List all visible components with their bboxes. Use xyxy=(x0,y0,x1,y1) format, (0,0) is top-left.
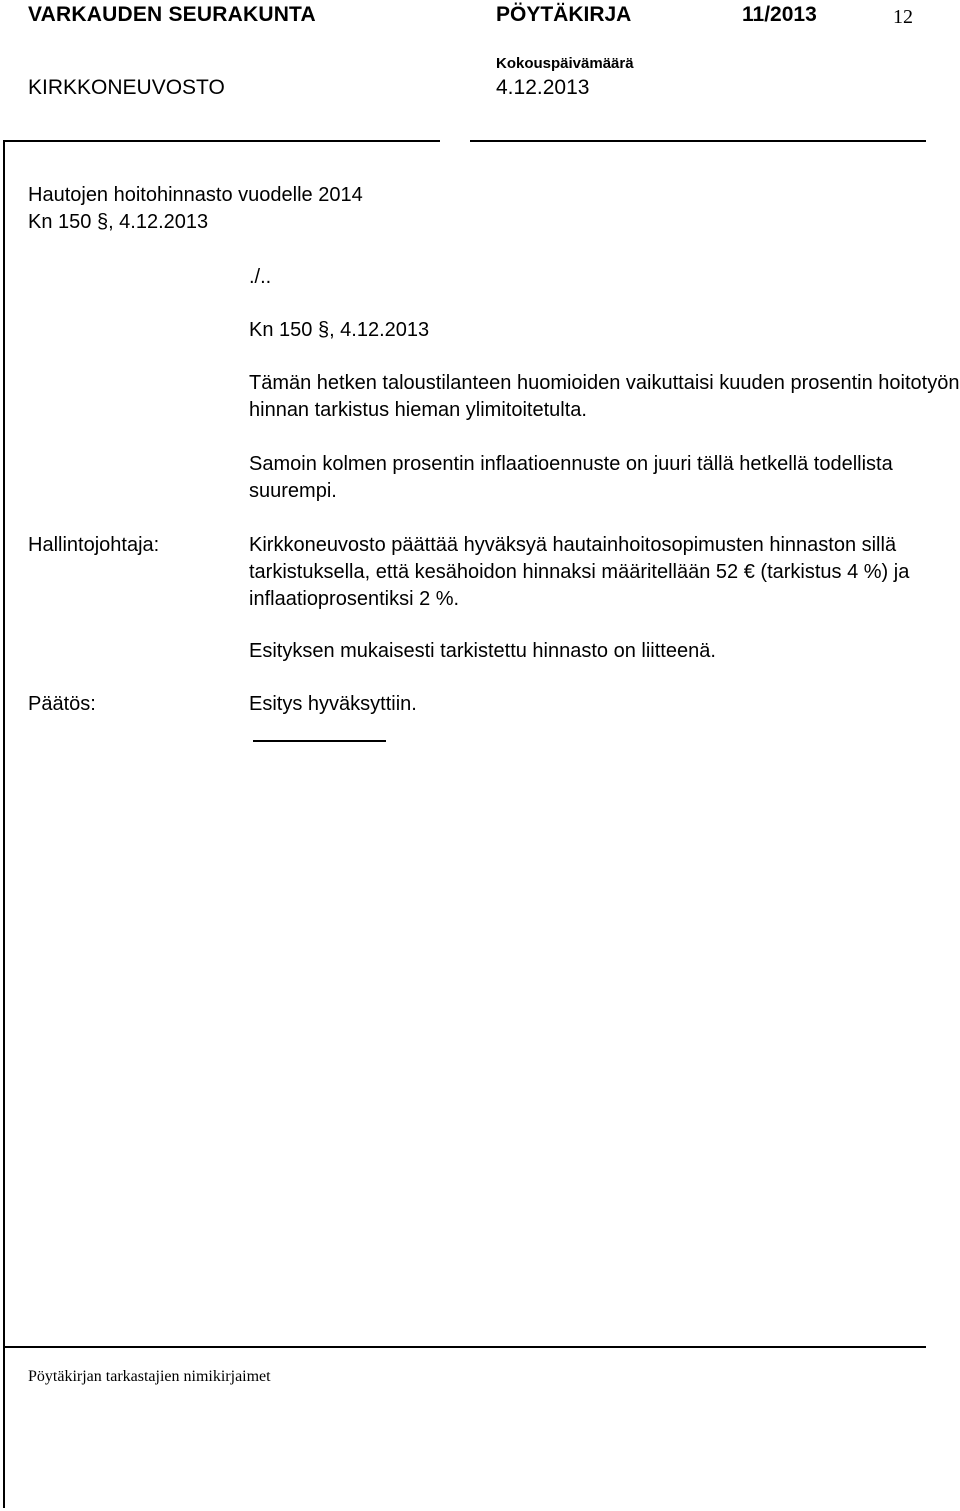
page-number: 12 xyxy=(893,6,913,28)
content-reference: Kn 150 §, 4.12.2013 xyxy=(249,319,430,341)
paragraph-economic-situation: Tämän hetken taloustilanteen huomioiden vaikuttaisi kuuden prosentin hoitotyön hinnan tarkistus hieman ylimitoitetulta. xyxy=(249,372,960,421)
meeting-date: 4.12.2013 xyxy=(496,76,590,99)
decision-label: Päätös: xyxy=(28,693,96,715)
document-number: 11/2013 xyxy=(742,3,817,26)
footer-signatures-label: Pöytäkirjan tarkastajien nimikirjaimet xyxy=(28,1368,271,1385)
section-reference: Kn 150 §, 4.12.2013 xyxy=(28,211,209,233)
proposal-note: Esityksen mukaisesti tarkistettu hinnasto on liitteenä. xyxy=(249,640,716,662)
governing-body: KIRKKONEUVOSTO xyxy=(28,76,225,99)
section-title: Hautojen hoitohinnasto vuodelle 2014 xyxy=(28,184,363,206)
meeting-date-label: Kokouspäivämäärä xyxy=(496,55,634,72)
organization-name: VARKAUDEN SEURAKUNTA xyxy=(28,3,316,26)
footer-divider xyxy=(3,1346,926,1348)
page-frame xyxy=(3,140,926,1508)
paragraph-inflation-forecast: Samoin kolmen prosentin inflaatioennuste on juuri tällä hetkellä todellista suurempi. xyxy=(249,453,893,502)
signature-line xyxy=(253,740,386,742)
proposal-label: Hallintojohtaja: xyxy=(28,534,160,556)
document-type: PÖYTÄKIRJA xyxy=(496,3,632,26)
proposal-text: Kirkkoneuvosto päättää hyväksyä hautainhoitosopimusten hinnaston sillä tarkistuksella, että kesähoidon hinnaksi määritellään 52 € (tarkistus 4 %) ja inflaatioprosentiksi 2 %. xyxy=(249,534,910,610)
continuation-mark: ./.. xyxy=(249,266,272,288)
frame-gap xyxy=(440,139,470,143)
decision-text: Esitys hyväksyttiin. xyxy=(249,693,417,715)
